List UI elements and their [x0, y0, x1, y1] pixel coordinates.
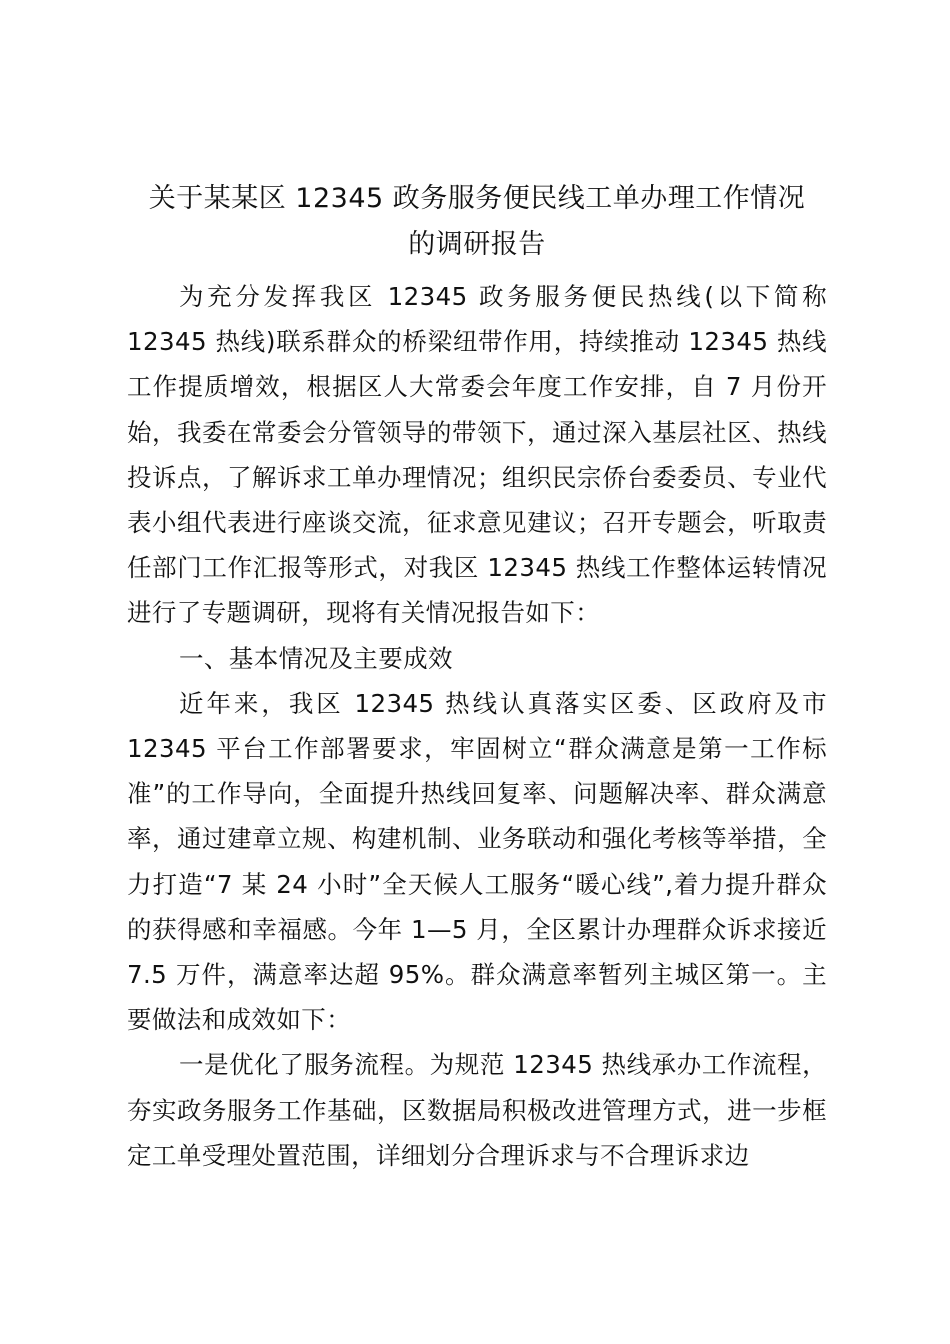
paragraph-intro: 为充分发挥我区 12345 政务服务便民热线(以下简称 12345 热线)联系群众的桥梁纽带作用，持续推动 12345 热线工作提质增效，根据区人大常委会年度工作安排，自 7 月份开始，我委在常委会分管领导的带领下，通过深入基层社区、热线投诉点，了解诉求工单办理情况；组织民宗侨台委委员、专业代表小组代表进行座谈交流，征求意见建议；召开专题会，听取责任部门工作汇报等形式，对我区 12345 热线工作整体运转情况进行了专题调研，现将有关情况报告如下： — [127, 282, 827, 628]
document-body — [127, 274, 827, 1178]
title-line-2: 的调研报告 — [408, 229, 546, 260]
title-line-1: 关于某某区 12345 政务服务便民线工单办理工作情况 — [148, 183, 806, 214]
document-content — [127, 176, 827, 1178]
document-title — [127, 176, 827, 268]
paragraph-optimize-process: 一是优化了服务流程。为规范 12345 热线承办工作流程，夯实政务服务工作基础，区数据局积极改进管理方式，进一步框定工单受理处置范围，详细划分合理诉求与不合理诉求边 — [127, 1050, 827, 1170]
section-heading-basic-situation: 一、基本情况及主要成效 — [179, 643, 453, 673]
paragraph-achievements: 近年来，我区 12345 热线认真落实区委、区政府及市 12345 平台工作部署要求，牢固树立“群众满意是第一工作标准”的工作导向，全面提升热线回复率、问题解决率、群众满意率，通过建章立规、构建机制、业务联动和强化考核等举措，全力打造“7 某 24 小时”全天候人工服务“暖心线”,着力提升群众的获得感和幸福感。今年 1—5 月，全区累计办理群众诉求接近 7.5 万件，满意率达超 95%。群众满意率暂列主城区第一。主要做法和成效如下： — [127, 688, 827, 1035]
